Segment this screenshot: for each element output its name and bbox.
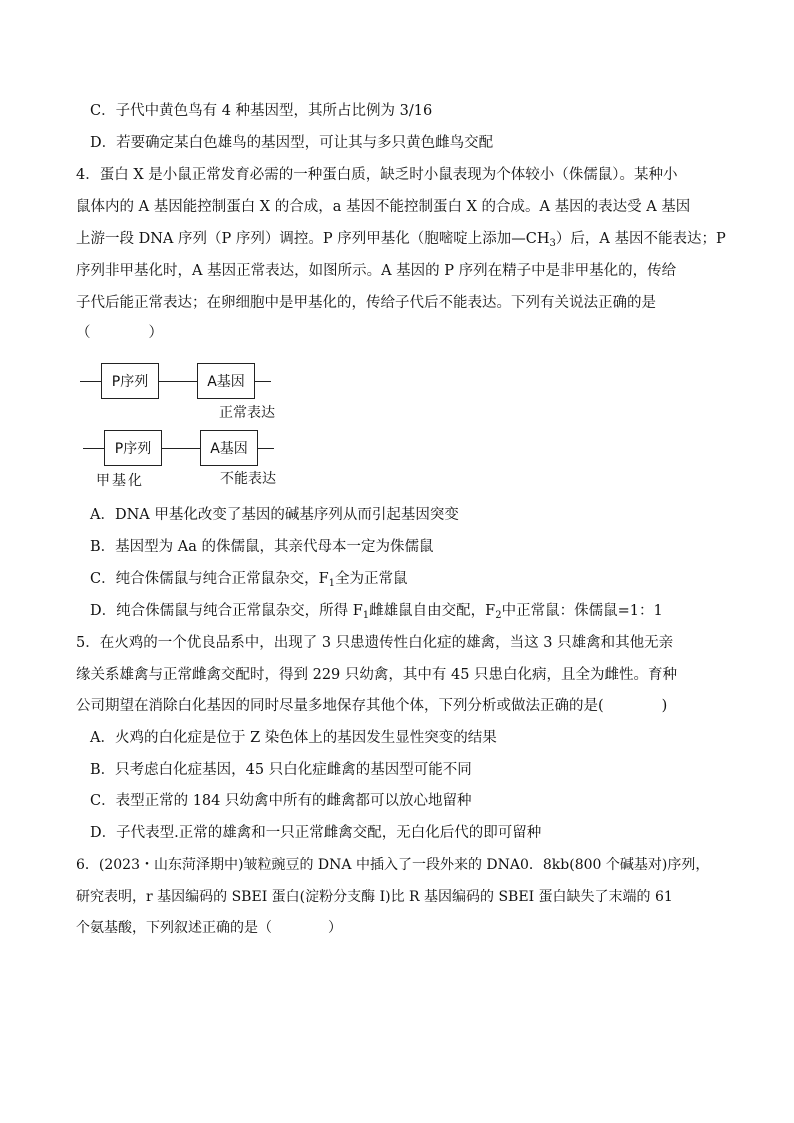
normal-expression-caption: 正常表达 [219,405,275,421]
q4-stem-line-6: （ ） [76,325,163,341]
q4-option-c-tail: 全为正常鼠 [335,571,408,587]
q3-option-d: D．若要确定某白色雄鸟的基因型，可让其与多只黄色雌鸟交配 [90,135,494,151]
q4-stem-line-5: 子代后能正常表达；在卵细胞中是甲基化的，传给子代后不能表达。下列有关说法正确的是 [76,295,656,311]
q4-option-c-subscript: 1 [328,578,336,589]
a-gene-box-2: A基因 [200,430,258,466]
dna-line-left-2 [83,448,104,449]
q4-stem-line-3-text: 上游一段 DNA 序列（P 序列）调控。P 序列甲基化（胞嘧啶上添加—CH [76,231,550,247]
p-sequence-box-2: P序列 [104,430,162,466]
q6-stem-line-2: 研究表明，r 基因编码的 SBEI 蛋白(淀粉分支酶 I)比 R 基因编码的 SBEI 蛋白缺失了末端的 61 [76,889,673,905]
dna-line-left-1 [80,381,101,382]
q4-option-d-subscript-1: 1 [362,610,370,621]
q4-stem-line-3 [76,229,726,254]
dna-line-right-1 [255,381,271,382]
p-sequence-box-1: P序列 [101,363,159,399]
q4-stem-line-2: 鼠体内的 A 基因能控制蛋白 X 的合成，a 基因不能控制蛋白 X 的合成。A 基因的表达受 A 基因 [76,199,691,215]
q4-stem-line-3-tail: ）后，A 基因不能表达；P [555,231,726,247]
q6-stem-line-1: 6．(2023・山东菏泽期中)皱粒豌豆的 DNA 中插入了一段外来的 DNA0．8kb(800 个碱基对)序列， [76,857,710,873]
q5-stem-line-1: 5．在火鸡的一个优良品系中，出现了 3 只患遗传性白化症的雄禽，当这 3 只雄禽和其他无亲 [76,635,674,651]
q5-option-c: C．表型正常的 184 只幼禽中所有的雌禽都可以放心地留种 [90,793,472,809]
dna-line-right-2 [258,448,274,449]
q5-option-a: A．火鸡的白化症是位于 Z 染色体上的基因发生显性突变的结果 [90,730,497,746]
q5-stem-line-3: 公司期望在消除白化基因的同时尽量多地保存其他个体，下列分析或做法正确的是( ) [76,698,668,714]
q4-stem-line-4: 序列非甲基化时，A 基因正常表达，如图所示。A 基因的 P 序列在精子中是非甲基化的，传给 [76,263,677,279]
q4-stem-line-1: 4．蛋白 X 是小鼠正常发育必需的一种蛋白质，缺乏时小鼠表现为个体较小（侏儒鼠）。某种小 [76,167,678,183]
methylation-caption: 甲基化 [96,473,144,489]
q4-option-b: B．基因型为 Aa 的侏儒鼠，其亲代母本一定为侏儒鼠 [90,539,434,555]
q3-option-c: C．子代中黄色鸟有 4 种基因型，其所占比例为 3/16 [90,103,433,119]
a-gene-box-1: A基因 [197,363,255,399]
q4-option-d-mid: 雌雄鼠自由交配，F [369,603,496,619]
q5-option-d: D．子代表型.正常的雄禽和一只正常雌禽交配，无白化后代的即可留种 [90,825,542,841]
q4-stem-line-3-subscript: 3 [549,238,556,249]
dna-line-mid-2 [162,448,200,449]
q4-option-d-text: D．纯合侏儒鼠与纯合正常鼠杂交，所得 F [90,603,363,619]
q4-option-d-tail: 中正常鼠：侏儒鼠=1：1 [501,603,663,619]
q4-option-d [90,601,663,626]
no-expression-caption: 不能表达 [220,471,276,487]
q5-option-b: B．只考虑白化症基因，45 只白化症雌禽的基因型可能不同 [90,762,472,778]
q4-option-d-subscript-2: 2 [495,610,502,621]
q4-option-a: A．DNA 甲基化改变了基因的碱基序列从而引起基因突变 [90,507,459,523]
q6-stem-line-3: 个氨基酸，下列叙述正确的是（ ） [76,920,342,936]
q4-option-c [90,569,408,594]
dna-line-mid-1 [159,381,197,382]
q4-option-c-text: C．纯合侏儒鼠与纯合正常鼠杂交，F [90,571,329,587]
q5-stem-line-2: 缘关系雄禽与正常雌禽交配时，得到 229 只幼禽，其中有 45 只患白化病，且全为雌性。育种 [76,667,678,683]
